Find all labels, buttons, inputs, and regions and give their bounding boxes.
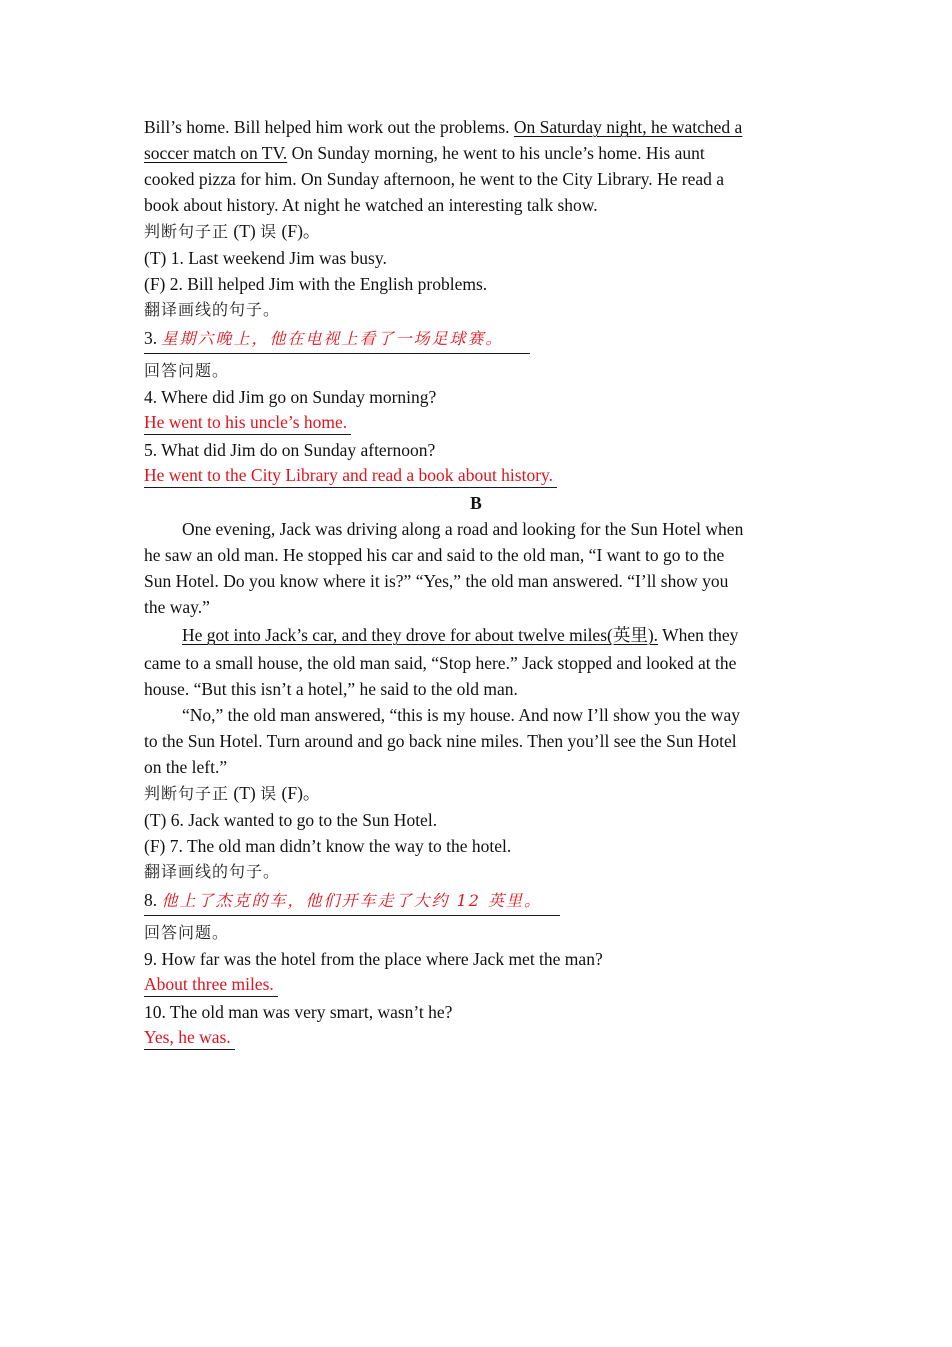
passage-line: Sun Hotel. Do you know where it is?” “Yes,” the old man answered. “I’ll show you xyxy=(144,571,729,591)
answer-8: 他上了杰克的车，他们开车走了大约 12 英里。 xyxy=(161,891,543,910)
question-1: (T) 1. Last weekend Jim was busy. xyxy=(144,248,387,268)
passage-line: “No,” the old man answered, “this is my house. And now I’ll show you the way xyxy=(182,705,740,725)
passage-a xyxy=(144,114,808,218)
answer-instruction: 回答问题。 xyxy=(144,361,230,380)
document-page xyxy=(144,114,808,1052)
passage-line: He got into Jack’s car, and they drove for about twelve miles(英里). When they xyxy=(182,625,739,645)
question-6: (T) 6. Jack wanted to go to the Sun Hotel. xyxy=(144,810,438,830)
answer-9: About three miles. xyxy=(144,972,278,997)
answer-instruction: 回答问题。 xyxy=(144,923,230,942)
question-4: 4. Where did Jim go on Sunday morning? xyxy=(144,387,437,407)
underlined-sentence: soccer match on TV. xyxy=(144,143,288,163)
underlined-sentence: On Saturday night, he watched a xyxy=(513,117,743,137)
translate-instruction: 翻译画线的句子。 xyxy=(144,300,281,319)
answer-4: He went to his uncle’s home. xyxy=(144,410,351,435)
passage-line: he saw an old man. He stopped his car and said to the old man, “I want to go to the xyxy=(144,545,725,565)
answer-10: Yes, he was. xyxy=(144,1025,235,1050)
answer-5: He went to the City Library and read a book about history. xyxy=(144,463,557,488)
translate-instruction: 翻译画线的句子。 xyxy=(144,862,281,881)
question-7: (F) 7. The old man didn’t know the way to the hotel. xyxy=(144,836,512,856)
passage-line: cooked pizza for him. On Sunday afternoon, he went to the City Library. He read a xyxy=(144,169,725,189)
passage-b xyxy=(144,516,808,780)
answer-3: 星期六晚上，他在电视上看了一场足球赛。 xyxy=(161,329,504,348)
passage-line: to the Sun Hotel. Turn around and go back nine miles. Then you’ll see the Sun Hotel xyxy=(144,731,737,751)
question-8: 8. 他上了杰克的车，他们开车走了大约 12 英里。 xyxy=(144,885,808,916)
question-10: 10. The old man was very smart, wasn’t he? xyxy=(144,1002,453,1022)
question-2: (F) 2. Bill helped Jim with the English problems. xyxy=(144,274,488,294)
question-9: 9. How far was the hotel from the place where Jack met the man? xyxy=(144,949,603,969)
tf-instruction: 判断句子正 (T) 误 (F)。 xyxy=(144,783,321,803)
passage-line: on the left.” xyxy=(144,757,228,777)
passage-line: soccer match on TV. On Sunday morning, he went to his uncle’s home. His aunt xyxy=(144,143,705,163)
passage-line: came to a small house, the old man said, “Stop here.” Jack stopped and looked at the xyxy=(144,653,737,673)
passage-line: book about history. At night he watched an interesting talk show. xyxy=(144,195,598,215)
section-b-heading: B xyxy=(470,493,482,513)
question-3: 3. 星期六晚上，他在电视上看了一场足球赛。 xyxy=(144,323,808,354)
passage-line: house. “But this isn’t a hotel,” he said to the old man. xyxy=(144,679,518,699)
question-5: 5. What did Jim do on Sunday afternoon? xyxy=(144,440,436,460)
passage-line: One evening, Jack was driving along a road and looking for the Sun Hotel when xyxy=(182,519,744,539)
passage-line: Bill’s home. Bill helped him work out the problems. On Saturday night, he watched a xyxy=(144,117,743,137)
passage-line: the way.” xyxy=(144,597,210,617)
underlined-sentence: He got into Jack’s car, and they drove for about twelve miles(英里). xyxy=(182,625,659,645)
tf-instruction: 判断句子正 (T) 误 (F)。 xyxy=(144,221,321,241)
